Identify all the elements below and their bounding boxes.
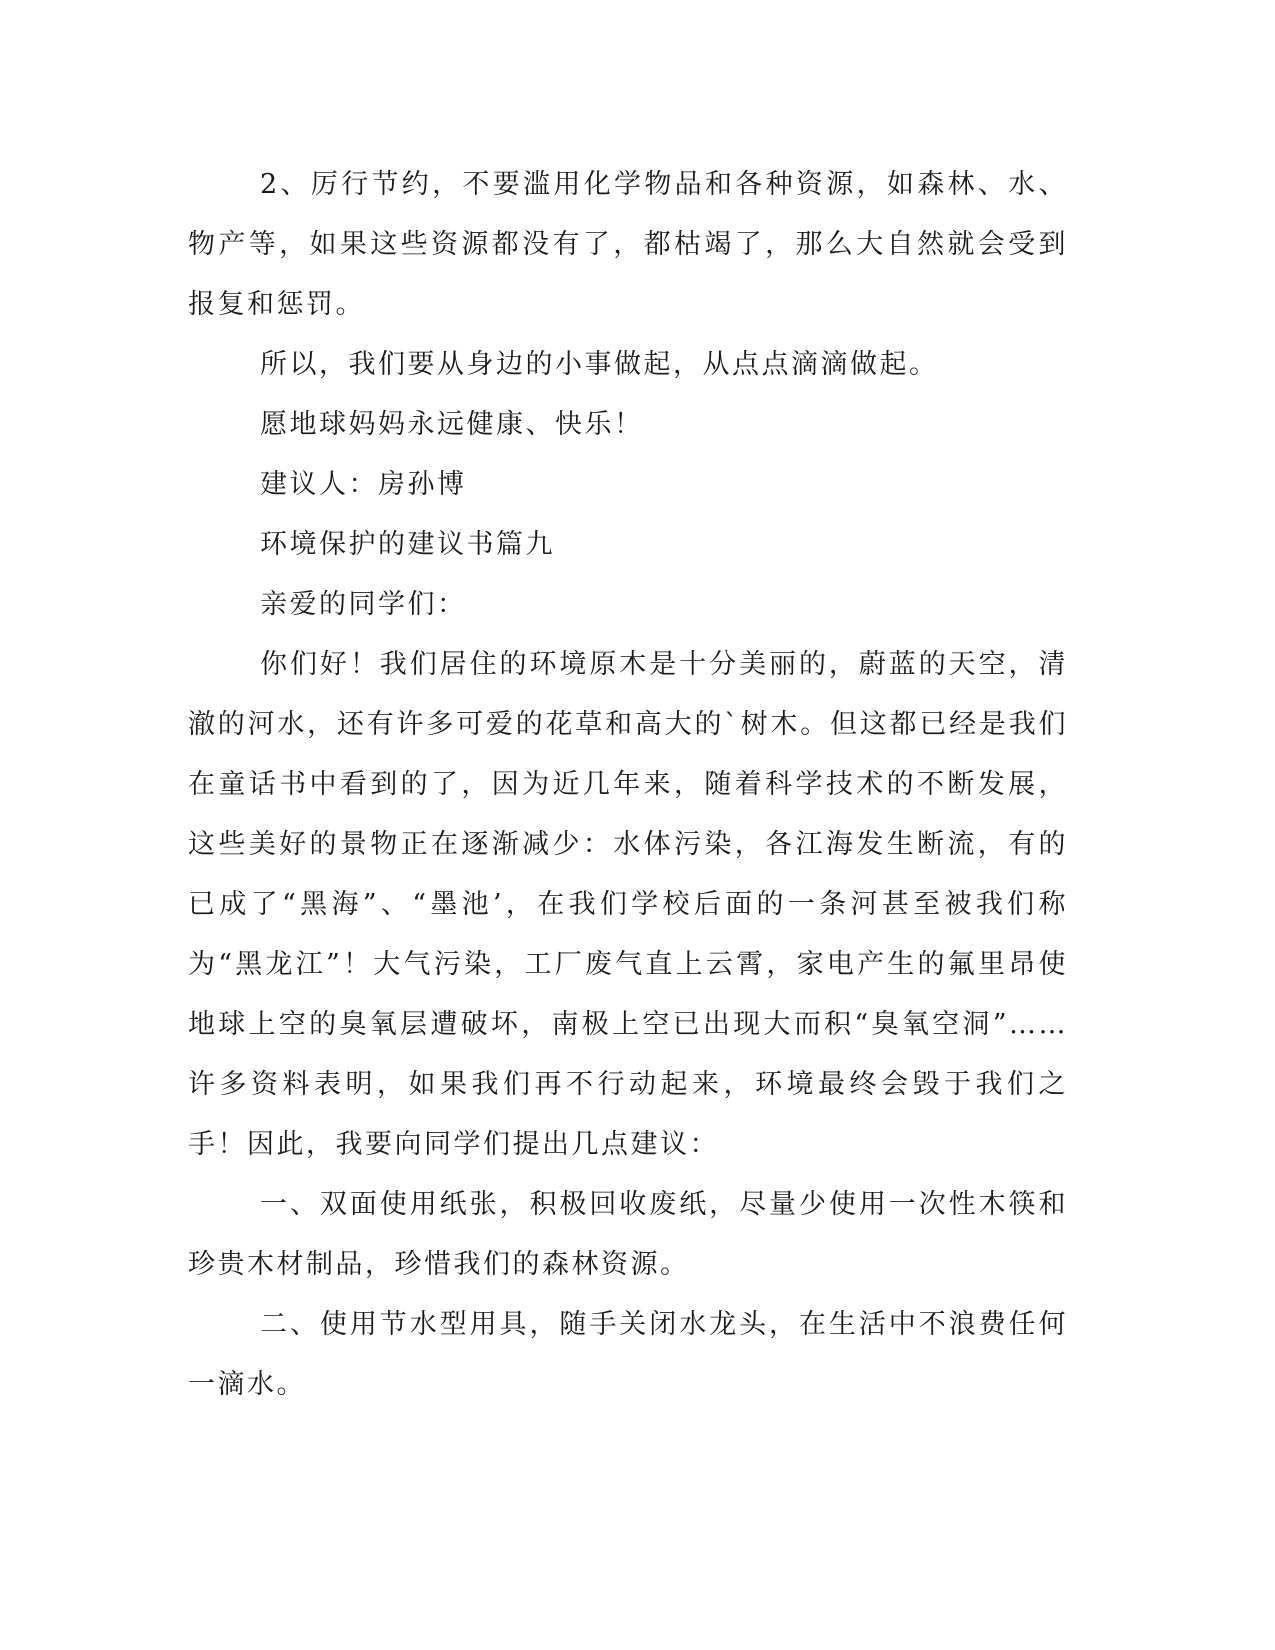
paragraph-suggestion-one: 一、双面使用纸张，积极回收废纸，尽量少使用一次性木筷和珍贵木材制品，珍惜我们的森林资源。 <box>188 1189 1068 1280</box>
paragraph-intro: 你们好！我们居住的环境原木是十分美丽的，蔚蓝的天空，清澈的河水，还有许多可爱的花草和高大的`树木。但这都已经是我们在童话书中看到的了，因为近几年来，随着科学技术的不断发展，这些美好的景物正在逐渐减少：水体污染，各江海发生断流，有的已成了“黑海”、“墨池’，在我们学校后面的一条河甚至被我们称为“黑龙江”！大气污染，工厂废气直上云霄，家电产生的氟里昂使地球上空的臭氧层遭破坏，南极上空已出现大而积“臭氧空洞”……许多资料表明，如果我们再不行动起来，环境最终会毁于我们之手！因此，我要向同学们提出几点建议： <box>188 649 1068 1160</box>
paragraph-wish: 愿地球妈妈永远健康、快乐！ <box>260 409 644 440</box>
salutation: 亲爱的同学们： <box>260 589 467 620</box>
paragraph-signature: 建议人：房孙博 <box>260 469 467 500</box>
paragraph-conservation-point: 2、厉行节约，不要滥用化学物品和各种资源，如森林、水、物产等，如果这些资源都没有了，都枯竭了，那么大自然就会受到报复和惩罚。 <box>188 169 1068 320</box>
paragraph-suggestion-two: 二、使用节水型用具，随手关闭水龙头，在生活中不浪费任何一滴水。 <box>188 1309 1068 1400</box>
section-title: 环境保护的建议书篇九 <box>260 529 555 560</box>
document-body <box>188 155 1068 1415</box>
paragraph-start-small: 所以，我们要从身边的小事做起，从点点滴滴做起。 <box>260 349 939 380</box>
